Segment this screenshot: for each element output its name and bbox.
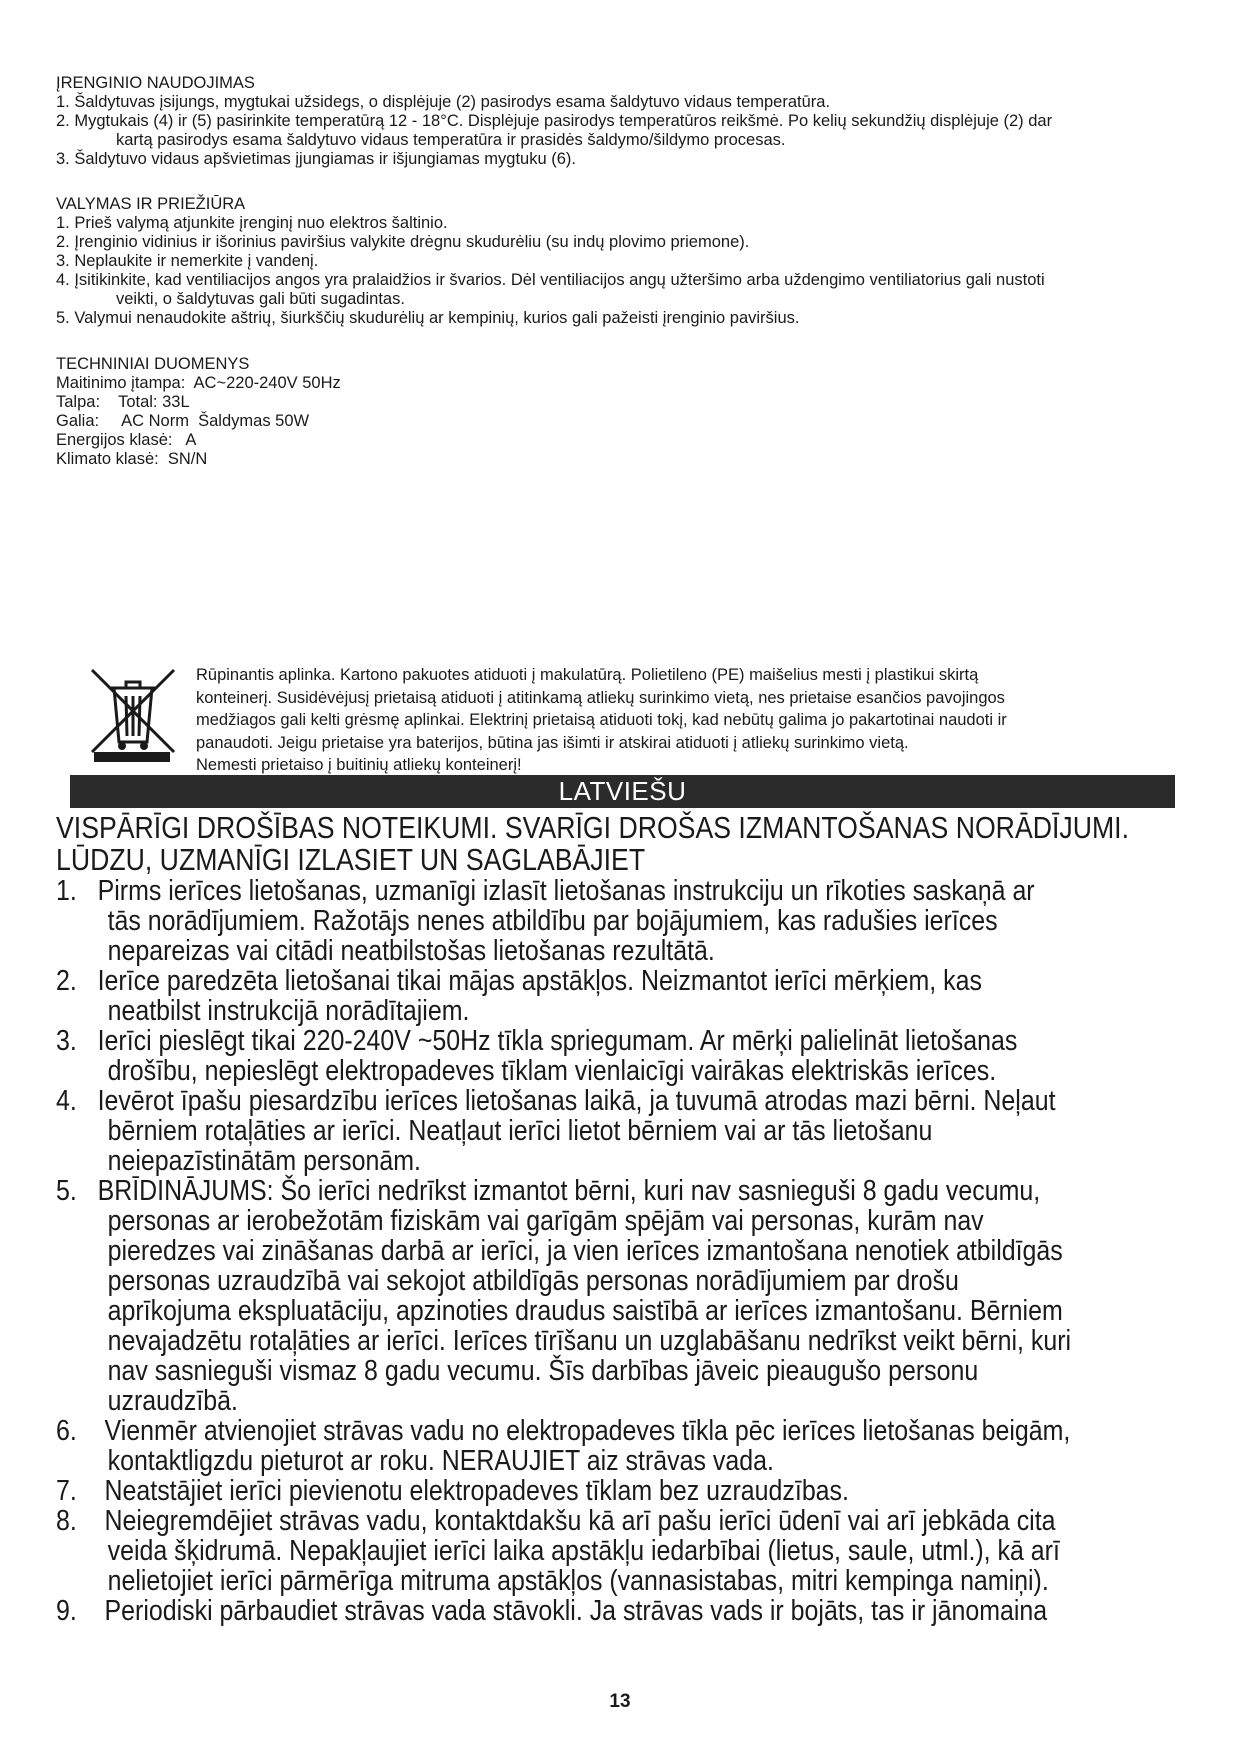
usage-line: 3. Šaldytuvo vidaus apšvietimas įjungiamas ir išjungiamas mygtuku (6).: [56, 150, 576, 168]
safety-line: uzraudzībā.: [107, 1385, 238, 1417]
safety-heading: VISPĀRĪGI DROŠĪBAS NOTEIKUMI. SVARĪGI DROŠAS IZMANTOŠANAS NORĀDĪJUMI.: [56, 810, 1129, 845]
cleaning-line: veikti, o šaldytuvas gali būti sugadintas.: [116, 290, 405, 308]
eco-line: Rūpinantis aplinka. Kartono pakuotes atiduoti į makulatūrą. Polietileno (PE) maišelius mesti į plastikui skirtą: [196, 666, 979, 684]
crossed-bin-icon: [88, 666, 178, 758]
usage-section: [56, 74, 1186, 169]
safety-line: 7. Neatstājiet ierīci pievienotu elektropadeves tīklam bez uzraudzības.: [56, 1475, 849, 1507]
specs-section: [56, 355, 1186, 469]
safety-line: pieredzes vai zināšanas darbā ar ierīci, ja vien ierīces izmantošana nenotiek atbildīgās: [107, 1235, 1063, 1267]
safety-line: nelietojiet ierīci pārmērīga mitruma apstākļos (vannasistabas, mitri kempinga namiņi).: [107, 1565, 1049, 1597]
specs-line: Galia: AC Norm Šaldymas 50W: [56, 412, 310, 430]
specs-line: Talpa: Total: 33L: [56, 393, 190, 411]
cleaning-line: 3. Neplaukite ir nemerkite į vandenį.: [56, 252, 319, 270]
language-band: LATVIEŠU: [70, 775, 1175, 808]
cleaning-line: 2. Įrenginio vidinius ir išorinius paviršius valykite drėgnu skudurėliu (su indų plovimo priemone).: [56, 233, 750, 251]
safety-line: 2. Ierīce paredzēta lietošanai tikai mājas apstākļos. Neizmantot ierīci mērķiem, kas: [56, 965, 982, 997]
cleaning-heading: VALYMAS IR PRIEŽIŪRA: [56, 195, 246, 213]
safety-line: kontaktligzdu pieturot ar roku. NERAUJIET aiz strāvas vada.: [107, 1445, 774, 1477]
safety-line: nav sasnieguši vismaz 8 gadu vecumu. Šīs darbības jāveic pieaugušo personu: [107, 1355, 979, 1387]
usage-heading: ĮRENGINIO NAUDOJIMAS: [56, 74, 255, 92]
safety-section: [56, 812, 1186, 1626]
usage-line: 1. Šaldytuvas įsijungs, mygtukai užsidegs, o displėjuje (2) pasirodys esama šaldytuvo vidaus temperatūra.: [56, 93, 831, 111]
safety-line: drošību, nepieslēgt elektropadeves tīklam vienlaicīgi vairākas elektriskās ierīces.: [107, 1055, 997, 1087]
safety-line: neiepazīstinātām personām.: [107, 1145, 421, 1177]
page-number: 13: [609, 1691, 631, 1712]
usage-line: 2. Mygtukais (4) ir (5) pasirinkite temperatūrą 12 - 18°C. Displėjuje pasirodys temperatūros reikšmė. Po kelių sekundžių displėjuje (2) dar: [56, 112, 1053, 130]
safety-line: personas ar ierobežotām fiziskām vai garīgām spējām vai personas, kurām nav: [107, 1205, 984, 1237]
cleaning-line: 4. Įsitikinkite, kad ventiliacijos angos yra pralaidžios ir švarios. Dėl ventiliacijos angų užteršimo arba uždengimo ventiliatorius gali nustoti: [56, 271, 1045, 289]
cleaning-line: 5. Valymui nenaudokite aštrių, šiurkščių skudurėlių ar kempinių, kurios gali pažeisti įrenginio paviršius.: [56, 309, 800, 327]
safety-line: 5. BRĪDINĀJUMS: Šo ierīci nedrīkst izmantot bērni, kuri nav sasnieguši 8 gadu vecumu,: [56, 1175, 1041, 1207]
safety-line: personas uzraudzībā vai sekojot atbildīgās personas norādījumiem par drošu: [107, 1265, 959, 1297]
safety-line: 4. Ievērot īpašu piesardzību ierīces lietošanas laikā, ja tuvumā atrodas mazi bērni. Neļaut: [56, 1085, 1056, 1117]
safety-line: 3. Ierīci pieslēgt tikai 220-240V ~50Hz tīkla spriegumam. Ar mērķi palielināt lietošanas: [56, 1025, 1018, 1057]
safety-line: tās norādījumiem. Ražotājs nenes atbildību par bojājumiem, kas radušies ierīces: [107, 905, 998, 937]
safety-line: 9. Periodiski pārbaudiet strāvas vada stāvokli. Ja strāvas vads ir bojāts, tas ir jānomaina: [56, 1595, 1048, 1627]
safety-line: neatbilst instrukcijā norādītajiem.: [107, 995, 470, 1027]
safety-line: bērniem rotaļāties ar ierīci. Neatļaut ierīci lietot bērniem vai ar tās lietošanu: [107, 1115, 933, 1147]
cleaning-section: [56, 195, 1186, 328]
safety-line: veida šķidrumā. Nepakļaujiet ierīci laika apstākļu iedarbībai (lietus, saule, utml.), kā arī: [107, 1535, 1060, 1567]
eco-line: panaudoti. Jeigu prietaise yra baterijos, būtina jas išimti ir atskirai atiduoti į atliekų surinkimo vietą.: [196, 733, 909, 752]
eco-line: konteinerį. Susidėvėjusį prietaisą atiduoti į atitinkamą atliekų surinkimo vietą, nes prietaise esančios pavojingos: [196, 688, 1005, 707]
safety-line: nepareizas vai citādi neatbilstošas lietošanas rezultātā.: [107, 935, 715, 967]
safety-line: 1. Pirms ierīces lietošanas, uzmanīgi izlasīt lietošanas instrukciju un rīkoties saskaņā ar: [56, 875, 1035, 907]
safety-line: aprīkojuma ekspluatāciju, apzinoties draudus saistībā ar ierīces izmantošanu. Bērniem: [107, 1295, 1063, 1327]
eco-line: medžiagos gali kelti grėsmę aplinkai. Elektrinį prietaisą atiduoti tokį, kad nebūtų galima jo pakartotinai naudoti ir: [196, 711, 1007, 729]
specs-line: Klimato klasė: SN/N: [56, 450, 208, 468]
specs-line: Energijos klasė: A: [56, 431, 197, 449]
eco-line: Nemesti prietaiso į buitinių atliekų konteinerį!: [196, 756, 522, 774]
specs-heading: TECHNINIAI DUOMENYS: [56, 355, 250, 373]
safety-line: 6. Vienmēr atvienojiet strāvas vadu no elektropadeves tīkla pēc ierīces lietošanas beigām,: [56, 1415, 1071, 1447]
safety-line: 8. Neiegremdējiet strāvas vadu, kontaktdakšu kā arī pašu ierīci ūdenī vai arī jebkāda cita: [56, 1505, 1056, 1537]
specs-line: Maitinimo įtampa: AC~220-240V 50Hz: [56, 374, 341, 392]
cleaning-line: 1. Prieš valymą atjunkite įrenginį nuo elektros šaltinio.: [56, 214, 448, 232]
usage-line: kartą pasirodys esama šaldytuvo vidaus temperatūra ir prasidės šaldymo/šildymo procesas.: [116, 131, 786, 149]
eco-notice: [196, 664, 1156, 777]
bin-underline-bar: [94, 752, 170, 762]
safety-heading: LŪDZU, UZMANĪGI IZLASIET UN SAGLABĀJIET: [56, 842, 646, 877]
safety-line: nevajadzētu rotaļāties ar ierīci. Ierīces tīrīšanu un uzglabāšanu nedrīkst veikt bērni, kuri: [107, 1325, 1072, 1357]
